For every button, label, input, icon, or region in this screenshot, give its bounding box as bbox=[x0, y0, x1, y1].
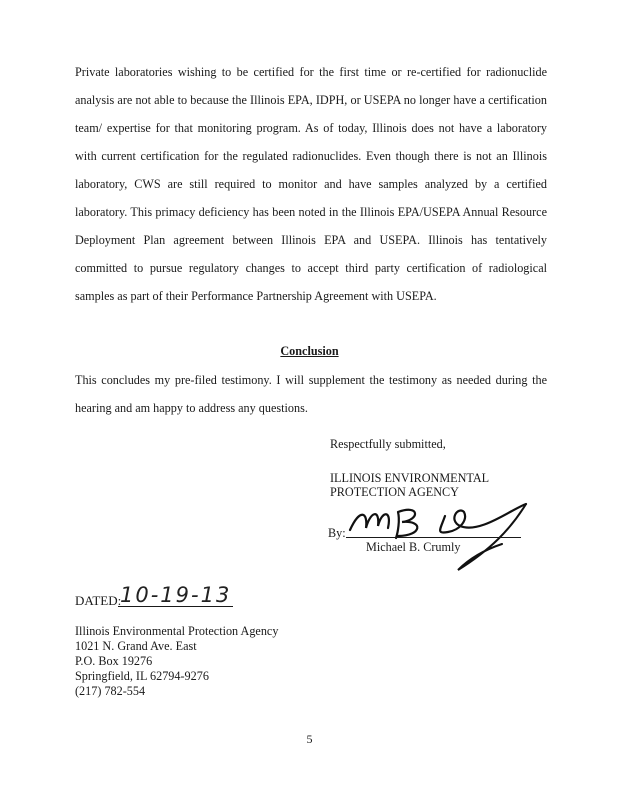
address-line-4: Springfield, IL 62794-9276 bbox=[75, 669, 209, 683]
body-paragraph-2: This concludes my pre-filed testimony. I will supplement the testimony as needed during the hearing and am happy to address any questions. bbox=[75, 373, 547, 415]
dated-line bbox=[118, 606, 233, 607]
conclusion-heading: Conclusion bbox=[280, 344, 339, 358]
dated-label: DATED: bbox=[75, 593, 122, 608]
closing-text: Respectfully submitted, bbox=[330, 437, 446, 451]
body-paragraph-1: Private laboratories wishing to be certified for the first time or re-certified for radionuclide analysis are not able to because the Illinois EPA, IDPH, or USEPA no longer have a certification team/ expertise for that monitoring program. As of today, Illinois does not have a laboratory with current certification for the regulated radionuclides. Even though there is not an Illinois laboratory, CWS are still required to monitor and have samples analyzed by a certified laboratory. This primacy deficiency has been noted in the Illinois EPA/USEPA Annual Resource Deployment Plan agreement between Illinois EPA and USEPA. Illinois has tentatively committed to pursue regulatory changes to accept third party certification of radiological samples as part of their Performance Partnership Agreement with USEPA. bbox=[75, 65, 547, 303]
org-name-line2: PROTECTION AGENCY bbox=[330, 485, 459, 499]
by-label: By: bbox=[328, 526, 346, 540]
address-line-2: 1021 N. Grand Ave. East bbox=[75, 639, 197, 653]
address-line-5: (217) 782-554 bbox=[75, 684, 146, 698]
org-name-line1: ILLINOIS ENVIRONMENTAL bbox=[330, 471, 490, 485]
address-line-3: P.O. Box 19276 bbox=[75, 654, 153, 668]
dated-value: 10-19-13 bbox=[120, 583, 232, 607]
page-number: 5 bbox=[306, 732, 313, 746]
address-line-1: Illinois Environmental Protection Agency bbox=[75, 624, 279, 638]
signer-name: Michael B. Crumly bbox=[366, 540, 461, 554]
signature-line bbox=[346, 537, 521, 538]
handwritten-signature bbox=[340, 490, 540, 580]
